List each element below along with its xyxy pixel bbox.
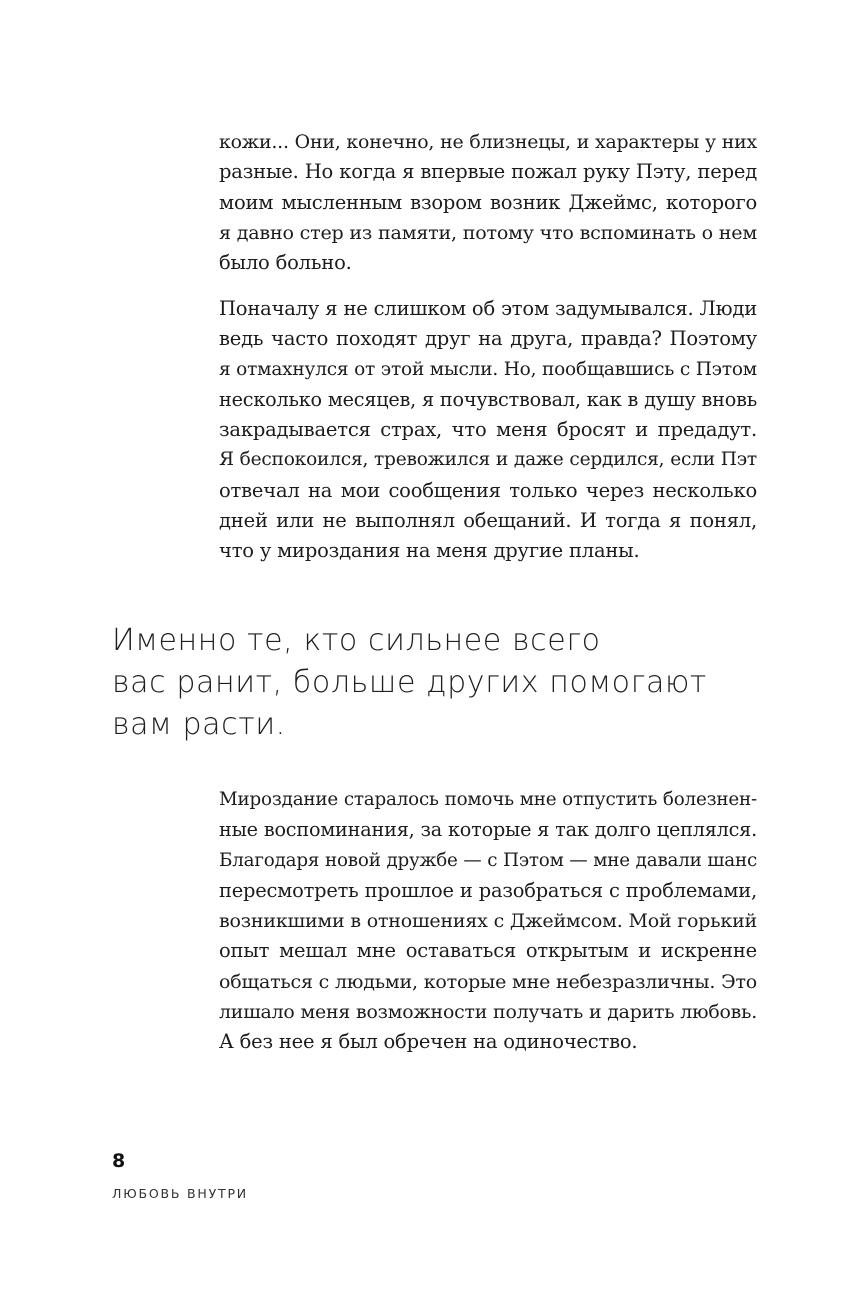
text-line: закрадывается страх, что меня бросят и предадут. <box>219 418 757 442</box>
text-line: кожи... Они, конечно, не близнецы, и характеры у них <box>219 131 757 153</box>
paragraph-2 <box>219 294 757 567</box>
text-line: Благодаря новой дружбе — с Пэтом — мне давали шанс <box>219 849 757 871</box>
text-line: Поначалу я не слишком об этом задумывался. Люди <box>219 297 757 320</box>
text-line: было больно. <box>219 251 352 275</box>
text-line: я отмахнулся от этой мысли. Но, пообщавшись с Пэтом <box>219 358 757 380</box>
text-line: что у мироздания на меня другие планы. <box>219 539 640 563</box>
text-line: я давно стер из памяти, потому что вспоминать о нем <box>219 221 757 244</box>
text-line: лишало меня возможности получать и дарить любовь. <box>219 1001 757 1024</box>
text-line: Я беспокоился, тревожился и даже сердился, если Пэт <box>219 449 757 471</box>
text-line: А без нее я был обречен на одиночество. <box>219 1030 638 1054</box>
pull-quote-line: вам расти. <box>112 707 286 742</box>
paragraph-1 <box>219 127 757 278</box>
text-line: возникшими в отношениях с Джеймсом. Мой горький <box>219 910 757 933</box>
page-number: 8 <box>112 1150 126 1172</box>
text-line: дней или не выполнял обещаний. И тогда я понял, <box>219 509 757 533</box>
text-line: опыт мешал мне оставаться открытым и искренне <box>219 939 757 963</box>
paragraph-3 <box>219 785 757 1058</box>
text-line: Мироздание старалось помочь мне отпустить болезнен- <box>219 789 757 810</box>
text-line: отвечал на мои сообщения только через несколько <box>219 478 757 502</box>
pull-quote-line: Именно те, кто сильнее всего <box>112 623 601 658</box>
pull-quote-line: вас ранит, больше других помогают <box>112 665 707 700</box>
text-line: ные воспоминания, за которые я так долго цеплялся. <box>219 818 757 842</box>
text-line: разные. Но когда я впервые пожал руку Пэту, перед <box>219 160 757 184</box>
text-line: моим мысленным взором возник Джеймс, которого <box>219 190 757 214</box>
text-line: пересмотреть прошлое и разобраться с проблемами, <box>219 878 757 902</box>
pull-quote <box>112 620 752 746</box>
text-line: несколько месяцев, я почувствовал, как в душу вновь <box>219 387 757 411</box>
running-title: ЛЮБОВЬ ВНУТРИ <box>112 1186 248 1201</box>
text-line: общаться с людьми, которые мне небезразличны. Это <box>219 970 757 993</box>
text-line: ведь часто походят друг на друга, правда? Поэтому <box>219 327 757 351</box>
